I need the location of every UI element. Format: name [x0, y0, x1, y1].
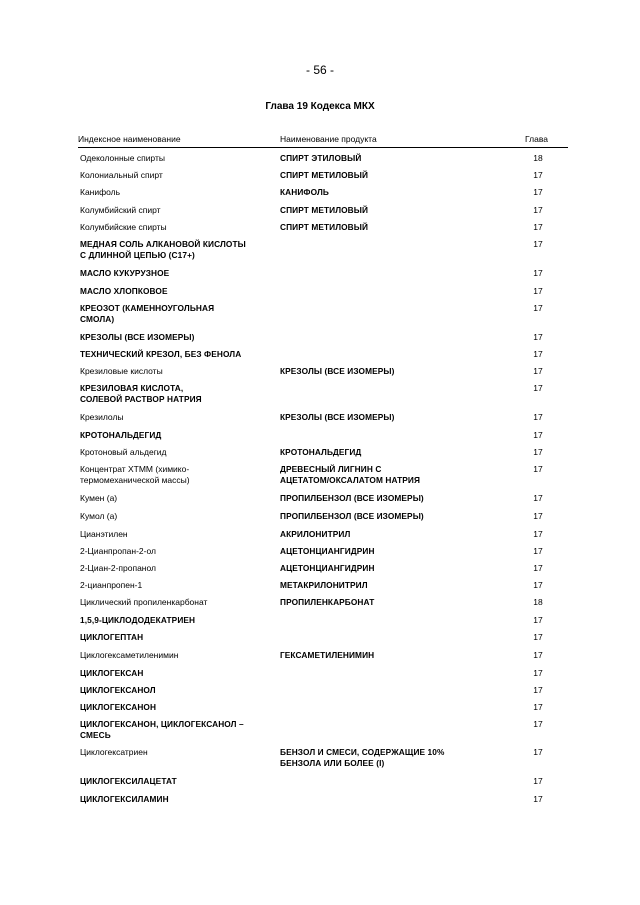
chapter-cell: 17	[533, 239, 543, 249]
index-name-cell: Колумбийский спирт	[80, 205, 161, 215]
page-title: Глава 19 Кодекса МКХ	[265, 101, 375, 112]
chapter-cell: 17	[533, 632, 543, 642]
chapter-cell: 17	[533, 366, 543, 376]
index-name-cell: 2-цианпропен-1	[80, 580, 143, 590]
index-name-cell: Концентрат ХТММ (химико- термомеханической массы)	[80, 464, 190, 485]
index-name-cell: Крезилолы	[80, 412, 124, 422]
product-name-cell: ПРОПИЛБЕНЗОЛ (ВСЕ ИЗОМЕРЫ)	[280, 511, 424, 521]
index-name-cell: МЕДНАЯ СОЛЬ АЛКАНОВОЙ КИСЛОТЫ С ДЛИННОЙ ЦЕПЬЮ (С17+)	[80, 239, 246, 260]
chapter-cell: 17	[533, 650, 543, 660]
chapter-cell: 17	[533, 205, 543, 215]
chapter-cell: 17	[533, 464, 543, 474]
chapter-cell: 17	[533, 493, 543, 503]
product-name-cell: ПРОПИЛЕНКАРБОНАТ	[280, 597, 375, 607]
index-name-cell: Крезиловые кислоты	[80, 366, 163, 376]
product-name-cell: СПИРТ МЕТИЛОВЫЙ	[280, 222, 369, 232]
page-number: - 56 -	[305, 63, 334, 77]
index-name-cell: ЦИКЛОГЕКСАНОН, ЦИКЛОГЕКСАНОЛ – СМЕСЬ	[80, 719, 244, 740]
product-name-cell: СПИРТ МЕТИЛОВЫЙ	[280, 205, 369, 215]
chapter-cell: 17	[533, 668, 543, 678]
product-name-cell: АЦЕТОНЦИАНГИДРИН	[280, 546, 375, 556]
index-name-cell: ЦИКЛОГЕКСАН	[80, 668, 144, 678]
product-name-cell: СПИРТ МЕТИЛОВЫЙ	[280, 170, 369, 180]
chapter-cell: 17	[533, 222, 543, 232]
product-name-cell: КРЕЗОЛЫ (ВСЕ ИЗОМЕРЫ)	[280, 366, 395, 376]
chapter-cell: 17	[533, 776, 543, 786]
index-name-cell: ЦИКЛОГЕКСАНОЛ	[80, 685, 156, 695]
chapter-cell: 17	[533, 430, 543, 440]
product-name-cell: ПРОПИЛБЕНЗОЛ (ВСЕ ИЗОМЕРЫ)	[280, 493, 424, 503]
chapter-cell: 18	[533, 153, 543, 163]
column-header-index: Индексное наименование	[78, 134, 181, 144]
chapter-cell: 18	[533, 597, 543, 607]
chapter-cell: 17	[533, 702, 543, 712]
index-name-cell: Кумол (а)	[80, 511, 118, 521]
chapter-cell: 17	[533, 303, 543, 313]
index-name-cell: Циклический пропиленкарбонат	[80, 597, 208, 607]
index-name-cell: Циклогексаметиленимин	[80, 650, 179, 660]
chapter-cell: 17	[533, 546, 543, 556]
chapter-cell: 17	[533, 685, 543, 695]
index-name-cell: Цианэтилен	[80, 529, 128, 539]
product-name-cell: КРЕЗОЛЫ (ВСЕ ИЗОМЕРЫ)	[280, 412, 395, 422]
index-name-cell: Колумбийские спирты	[80, 222, 167, 232]
chapter-cell: 17	[533, 615, 543, 625]
product-name-cell: СПИРТ ЭТИЛОВЫЙ	[280, 153, 362, 163]
chapter-cell: 17	[533, 170, 543, 180]
product-name-cell: ГЕКСАМЕТИЛЕНИМИН	[280, 650, 375, 660]
product-name-cell: ДРЕВЕСНЫЙ ЛИГНИН С АЦЕТАТОМ/ОКСАЛАТОМ НАТРИЯ	[280, 464, 421, 485]
chapter-cell: 17	[533, 511, 543, 521]
index-name-cell: КРЕЗИЛОВАЯ КИСЛОТА, СОЛЕВОЙ РАСТВОР НАТРИЯ	[80, 383, 202, 404]
chapter-cell: 17	[533, 563, 543, 573]
index-name-cell: ЦИКЛОГЕПТАН	[80, 632, 144, 642]
chapter-cell: 17	[533, 412, 543, 422]
product-name-cell: КРОТОНАЛЬДЕГИД	[280, 447, 362, 457]
index-name-cell: 1,5,9-ЦИКЛОДОДЕКАТРИЕН	[80, 615, 196, 625]
chapter-cell: 17	[533, 747, 543, 757]
chapter-cell: 17	[533, 580, 543, 590]
chapter-cell: 17	[533, 383, 543, 393]
product-name-cell: АКРИЛОНИТРИЛ	[280, 529, 351, 539]
index-name-cell: Колониальный спирт	[80, 170, 163, 180]
product-name-cell: АЦЕТОНЦИАНГИДРИН	[280, 563, 375, 573]
product-name-cell: КАНИФОЛЬ	[280, 187, 329, 197]
column-header-chapter: Глава	[525, 134, 548, 144]
chapter-cell: 17	[533, 332, 543, 342]
index-name-cell: ЦИКЛОГЕКСИЛАЦЕТАТ	[80, 776, 177, 786]
chapter-cell: 17	[533, 794, 543, 804]
column-header-product: Наименование продукта	[280, 134, 377, 144]
chapter-cell: 17	[533, 187, 543, 197]
index-name-cell: Кумен (а)	[80, 493, 118, 503]
chapter-cell: 17	[533, 719, 543, 729]
chapter-cell: 17	[533, 447, 543, 457]
index-name-cell: Циклогексатриен	[80, 747, 148, 757]
index-name-cell: КРОТОНАЛЬДЕГИД	[80, 430, 162, 440]
index-name-cell: МАСЛО КУКУРУЗНОЕ	[80, 268, 170, 278]
index-name-cell: ЦИКЛОГЕКСАНОН	[80, 702, 157, 712]
product-name-cell: БЕНЗОЛ И СМЕСИ, СОДЕРЖАЩИЕ 10% БЕНЗОЛА ИЛИ БОЛЕЕ (I)	[280, 747, 445, 768]
chapter-cell: 17	[533, 268, 543, 278]
index-name-cell: Кротоновый альдегид	[80, 447, 167, 457]
product-name-cell: МЕТАКРИЛОНИТРИЛ	[280, 580, 368, 590]
index-name-cell: МАСЛО ХЛОПКОВОЕ	[80, 286, 168, 296]
index-name-cell: Одеколонные спирты	[80, 153, 165, 163]
index-name-cell: Канифоль	[80, 187, 121, 197]
index-name-cell: ЦИКЛОГЕКСИЛАМИН	[80, 794, 169, 804]
index-name-cell: КРЕЗОЛЫ (ВСЕ ИЗОМЕРЫ)	[80, 332, 195, 342]
chapter-cell: 17	[533, 529, 543, 539]
chapter-cell: 17	[533, 286, 543, 296]
chapter-cell: 17	[533, 349, 543, 359]
index-name-cell: КРЕОЗОТ (КАМЕННОУГОЛЬНАЯ СМОЛА)	[80, 303, 215, 324]
index-name-cell: ТЕХНИЧЕСКИЙ КРЕЗОЛ, БЕЗ ФЕНОЛА	[80, 349, 242, 359]
index-name-cell: 2-Циан-2-пропанол	[80, 563, 156, 573]
index-name-cell: 2-Цианпропан-2-ол	[80, 546, 156, 556]
